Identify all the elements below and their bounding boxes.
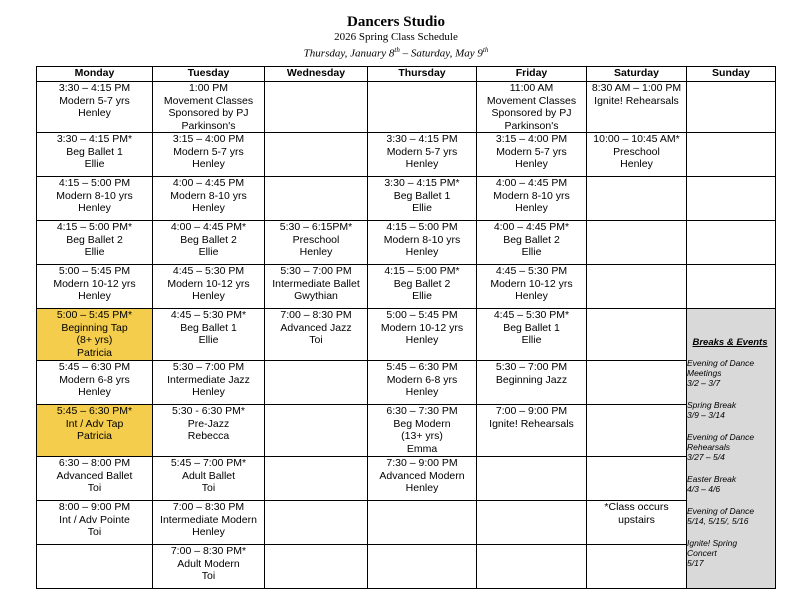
class-cell-thursday (368, 177, 477, 221)
class-cell-saturday (587, 361, 687, 405)
schedule-row (37, 309, 776, 361)
class-line: 4:00 – 4:45 PM (495, 177, 568, 189)
class-cell-friday (477, 265, 587, 309)
breaks-events-title: Breaks & Events (692, 337, 768, 348)
class-cell-monday (37, 265, 153, 309)
class-line: Movement Classes (163, 94, 254, 107)
class-line: Parkinson's (181, 119, 236, 132)
class-cell-wednesday (265, 361, 368, 405)
class-line: Ignite! Rehearsals (594, 94, 679, 107)
schedule-row (37, 457, 776, 501)
class-cell-thursday (368, 309, 477, 361)
date-range: Thursday, January 8th – Saturday, May 9th (303, 46, 489, 60)
class-line: 8:30 AM – 1:00 PM (591, 82, 682, 94)
schedule-body (37, 82, 776, 589)
class-line: 4:00 – 4:45 PM* (170, 221, 247, 233)
class-cell-monday (37, 457, 153, 501)
breaks-events-panel (687, 309, 776, 589)
class-line: Henley (78, 107, 111, 119)
day-header-tuesday: Tuesday (153, 67, 265, 82)
class-line: Modern 8-10 yrs (170, 189, 247, 202)
class-line: Gwythian (294, 290, 338, 302)
class-line: Henley (515, 202, 548, 214)
class-line: Toi (309, 334, 323, 346)
class-cell-friday (477, 361, 587, 405)
class-line: Beg Ballet 2 (393, 277, 451, 290)
class-line: Henley (515, 158, 548, 170)
class-line: 7:00 – 8:30 PM (280, 309, 352, 321)
class-line: Advanced Modern (379, 469, 465, 482)
class-line: 4:15 – 5:00 PM* (56, 221, 133, 233)
class-line: 3:30 – 4:15 PM* (56, 133, 133, 145)
class-line: 3:30 – 4:15 PM (58, 82, 131, 94)
day-header-row (37, 67, 776, 82)
class-cell-tuesday (153, 265, 265, 309)
class-line: 4:00 – 4:45 PM* (493, 221, 570, 233)
event-line: 3/27 – 5/4 (687, 451, 725, 462)
class-line: Sponsored by PJ (168, 107, 249, 119)
class-line: 4:15 – 5:00 PM (386, 221, 458, 233)
class-cell-wednesday (265, 545, 368, 589)
class-cell-thursday (368, 221, 477, 265)
class-line: 5:30 – 6:15PM* (279, 221, 353, 233)
class-line: Henley (405, 386, 439, 398)
class-cell-friday (477, 221, 587, 265)
class-cell-tuesday (153, 82, 265, 133)
class-line: Ignite! Rehearsals (489, 417, 574, 430)
class-cell-monday (37, 221, 153, 265)
class-line: 5:00 – 5:45 PM* (56, 309, 133, 321)
class-cell-tuesday (153, 501, 265, 545)
class-line: Modern 5-7 yrs (59, 94, 130, 107)
class-cell-wednesday (265, 405, 368, 457)
class-cell-friday (477, 545, 587, 589)
class-line: Henley (405, 482, 439, 494)
class-line: upstairs (618, 513, 655, 526)
event-line: Rehearsals (687, 441, 730, 452)
class-cell-wednesday (265, 309, 368, 361)
class-cell-friday (477, 405, 587, 457)
class-line: Beg Ballet 1 (503, 321, 560, 334)
schedule-row (37, 177, 776, 221)
class-cell-saturday (587, 501, 687, 545)
class-line: 1:00 PM (188, 82, 229, 94)
class-line: Henley (192, 158, 225, 170)
class-line: Advanced Ballet (56, 469, 133, 482)
class-line: Henley (405, 334, 439, 346)
class-line: 4:45 – 5:30 PM* (493, 309, 570, 321)
class-line: Modern 10-12 yrs (380, 321, 464, 334)
schedule-row (37, 82, 776, 133)
class-cell-tuesday (153, 177, 265, 221)
event-line: 4/3 – 4/6 (687, 483, 721, 494)
class-line: Modern 10-12 yrs (167, 277, 250, 290)
class-line: Beg Modern (393, 417, 451, 430)
class-line: 5:45 – 6:30 PM (58, 361, 131, 373)
class-cell-friday (477, 501, 587, 545)
class-cell-sunday (687, 221, 776, 265)
class-cell-tuesday (153, 545, 265, 589)
class-cell-saturday (587, 133, 687, 177)
class-line: 4:00 – 4:45 PM (172, 177, 245, 189)
class-cell-wednesday (265, 177, 368, 221)
class-line: Intermediate Ballet (272, 277, 360, 290)
event-line: Easter Break (687, 473, 737, 484)
class-line: Toi (201, 482, 216, 494)
class-line: Henley (405, 158, 439, 170)
class-line: Ellie (84, 158, 105, 170)
event-line: Ignite! Spring (687, 537, 738, 548)
day-header-monday: Monday (37, 67, 153, 82)
class-line: 4:45 – 5:30 PM (495, 265, 568, 277)
class-line: 7:00 – 8:30 PM (172, 501, 245, 513)
class-line: Emma (406, 442, 438, 455)
class-line: 3:30 – 4:15 PM* (384, 177, 460, 189)
class-cell-saturday (587, 177, 687, 221)
class-cell-thursday (368, 361, 477, 405)
class-line: Beg Ballet 1 (66, 145, 123, 158)
class-cell-tuesday (153, 361, 265, 405)
class-line: 5:00 – 5:45 PM (386, 309, 458, 321)
class-line: Preschool (292, 233, 340, 246)
class-line: 3:15 – 4:00 PM (495, 133, 568, 145)
class-line: 5:30 – 7:00 PM (280, 265, 352, 277)
class-line: Modern 10-12 yrs (490, 277, 573, 290)
event-line: Concert (687, 547, 717, 558)
class-cell-saturday (587, 545, 687, 589)
class-line: Beg Ballet 2 (66, 233, 123, 246)
class-line: Ellie (412, 290, 432, 302)
class-cell-sunday (687, 133, 776, 177)
class-line: 4:15 – 5:00 PM* (384, 265, 460, 277)
day-header-friday: Friday (477, 67, 587, 82)
class-line: Ellie (521, 246, 542, 258)
event-line: 3/9 – 3/14 (687, 409, 725, 420)
class-cell-saturday (587, 457, 687, 501)
schedule-table (36, 66, 776, 589)
schedule-row (37, 501, 776, 545)
class-line: Henley (78, 202, 111, 214)
schedule-row (37, 133, 776, 177)
class-cell-wednesday (265, 133, 368, 177)
event-entry (687, 400, 775, 420)
class-line: Beginning Jazz (495, 373, 568, 386)
class-line: Advanced Jazz (280, 321, 352, 334)
event-entry (687, 474, 775, 494)
class-line: 5:45 – 6:30 PM (386, 361, 458, 373)
class-cell-wednesday (265, 265, 368, 309)
class-line: Patricia (76, 346, 112, 359)
class-line: Adult Modern (177, 557, 240, 570)
class-line: Rebecca (187, 430, 230, 442)
class-cell-tuesday (153, 457, 265, 501)
class-line: Parkinson's (504, 119, 559, 132)
class-line: Henley (78, 290, 111, 302)
class-cell-saturday (587, 405, 687, 457)
class-cell-saturday (587, 265, 687, 309)
class-cell-friday (477, 177, 587, 221)
class-line: Modern 5-7 yrs (173, 145, 244, 158)
class-line: 7:00 – 9:00 PM (495, 405, 568, 417)
class-line: Ellie (84, 246, 105, 258)
class-line: Intermediate Jazz (167, 373, 250, 386)
class-line: Henley (192, 290, 225, 302)
class-cell-monday (37, 309, 153, 361)
event-entry (687, 358, 775, 388)
event-line: 5/17 (687, 557, 704, 568)
class-line: Beg Ballet 2 (503, 233, 560, 246)
class-cell-sunday (687, 82, 776, 133)
class-cell-friday (477, 457, 587, 501)
class-cell-thursday (368, 82, 477, 133)
class-cell-thursday (368, 457, 477, 501)
class-line: 5:30 – 7:00 PM (495, 361, 568, 373)
class-cell-monday (37, 177, 153, 221)
class-line: Beg Ballet 2 (180, 233, 237, 246)
class-cell-thursday (368, 405, 477, 457)
class-line: 10:00 – 10:45 AM* (593, 133, 680, 145)
class-line: 11:00 AM (509, 82, 554, 94)
day-header-saturday: Saturday (587, 67, 687, 82)
class-line: Henley (299, 246, 333, 258)
schedule-header (0, 13, 792, 61)
class-line: Preschool (613, 145, 660, 158)
class-line: Int / Adv Pointe (59, 513, 130, 526)
class-cell-saturday (587, 82, 687, 133)
class-line: 3:30 – 4:15 PM (386, 133, 458, 145)
class-line: (8+ yrs) (76, 334, 113, 346)
class-cell-wednesday (265, 501, 368, 545)
event-line: Spring Break (687, 399, 737, 410)
class-line: Intermediate Modern (160, 513, 257, 526)
class-line: Ellie (521, 334, 542, 346)
class-cell-wednesday (265, 457, 368, 501)
class-line: Henley (192, 526, 225, 538)
class-cell-monday (37, 545, 153, 589)
class-line: 5:45 – 6:30 PM* (56, 405, 133, 417)
class-line: Henley (515, 290, 548, 302)
class-cell-tuesday (153, 133, 265, 177)
class-cell-saturday (587, 221, 687, 265)
class-line: 7:30 – 9:00 PM (386, 457, 458, 469)
class-cell-monday (37, 133, 153, 177)
class-cell-monday (37, 405, 153, 457)
class-line: 6:30 – 8:00 PM (58, 457, 131, 469)
class-line: 5:00 – 5:45 PM (58, 265, 131, 277)
event-line: Evening of Dance (687, 357, 755, 368)
class-line: 5:45 – 7:00 PM* (170, 457, 247, 469)
class-line: Pre-Jazz (187, 417, 230, 430)
studio-title: Dancers Studio (347, 14, 445, 30)
class-line: 7:00 – 8:30 PM* (170, 545, 247, 557)
class-line: Ellie (198, 334, 219, 346)
class-line: Modern 6-8 yrs (386, 373, 458, 386)
schedule-row (37, 265, 776, 309)
class-cell-thursday (368, 501, 477, 545)
class-line: Patricia (76, 430, 112, 442)
class-line: (13+ yrs) (401, 430, 443, 442)
class-cell-monday (37, 361, 153, 405)
class-cell-thursday (368, 545, 477, 589)
class-line: Modern 5-7 yrs (386, 145, 458, 158)
class-line: Beg Ballet 1 (393, 189, 451, 202)
class-line: Ellie (198, 246, 219, 258)
class-cell-sunday (687, 265, 776, 309)
schedule-row (37, 361, 776, 405)
class-cell-thursday (368, 133, 477, 177)
class-cell-wednesday (265, 82, 368, 133)
class-line: Adult Ballet (181, 469, 236, 482)
class-line: Henley (405, 246, 439, 258)
class-line: 5:30 - 6:30 PM* (172, 405, 245, 417)
class-line: Toi (87, 482, 102, 494)
class-line: 5:30 – 7:00 PM (172, 361, 245, 373)
class-line: 8:00 – 9:00 PM (58, 501, 131, 513)
event-line: 3/2 – 3/7 (687, 377, 721, 388)
class-cell-wednesday (265, 221, 368, 265)
class-cell-tuesday (153, 405, 265, 457)
class-line: 6:30 – 7:30 PM (386, 405, 458, 417)
class-line: *Class occurs (604, 501, 669, 513)
event-entry (687, 538, 775, 568)
class-line: Movement Classes (486, 94, 577, 107)
class-cell-sunday (687, 177, 776, 221)
class-line: Beg Ballet 1 (180, 321, 237, 334)
event-line: 5/14, 5/15/, 5/16 (687, 515, 749, 526)
class-line: Modern 5-7 yrs (496, 145, 567, 158)
class-line: 4:15 – 5:00 PM (58, 177, 131, 189)
class-cell-tuesday (153, 309, 265, 361)
schedule-row (37, 221, 776, 265)
event-entry (687, 506, 775, 526)
class-line: 4:45 – 5:30 PM* (170, 309, 247, 321)
class-line: Modern 10-12 yrs (53, 277, 136, 290)
class-line: Modern 8-10 yrs (493, 189, 570, 202)
event-line: Evening of Dance (687, 431, 755, 442)
class-line: Henley (78, 386, 111, 398)
class-cell-friday (477, 309, 587, 361)
schedule-subtitle: 2026 Spring Class Schedule (334, 31, 458, 43)
class-line: Toi (87, 526, 102, 538)
class-line: Henley (192, 202, 225, 214)
class-cell-tuesday (153, 221, 265, 265)
class-line: Henley (620, 158, 653, 170)
class-line: Modern 6-8 yrs (59, 373, 130, 386)
event-entry (687, 432, 775, 462)
event-line: Meetings (687, 367, 722, 378)
class-cell-saturday (587, 309, 687, 361)
class-line: Modern 8-10 yrs (383, 233, 461, 246)
schedule-row (37, 545, 776, 589)
schedule-row (37, 405, 776, 457)
event-line: Evening of Dance (687, 505, 755, 516)
day-header-thursday: Thursday (368, 67, 477, 82)
class-line: Beginning Tap (61, 321, 128, 334)
class-cell-friday (477, 82, 587, 133)
class-line: Modern 8-10 yrs (56, 189, 133, 202)
class-line: Henley (192, 386, 225, 398)
day-header-sunday: Sunday (687, 67, 776, 82)
class-line: Ellie (412, 202, 432, 214)
class-cell-monday (37, 501, 153, 545)
class-line: Toi (201, 570, 216, 582)
class-line: Sponsored by PJ (491, 107, 572, 119)
class-cell-thursday (368, 265, 477, 309)
class-line: 3:15 – 4:00 PM (172, 133, 245, 145)
class-cell-friday (477, 133, 587, 177)
day-header-wednesday: Wednesday (265, 67, 368, 82)
class-cell-monday (37, 82, 153, 133)
class-line: 4:45 – 5:30 PM (172, 265, 245, 277)
class-line: Int / Adv Tap (65, 417, 124, 430)
